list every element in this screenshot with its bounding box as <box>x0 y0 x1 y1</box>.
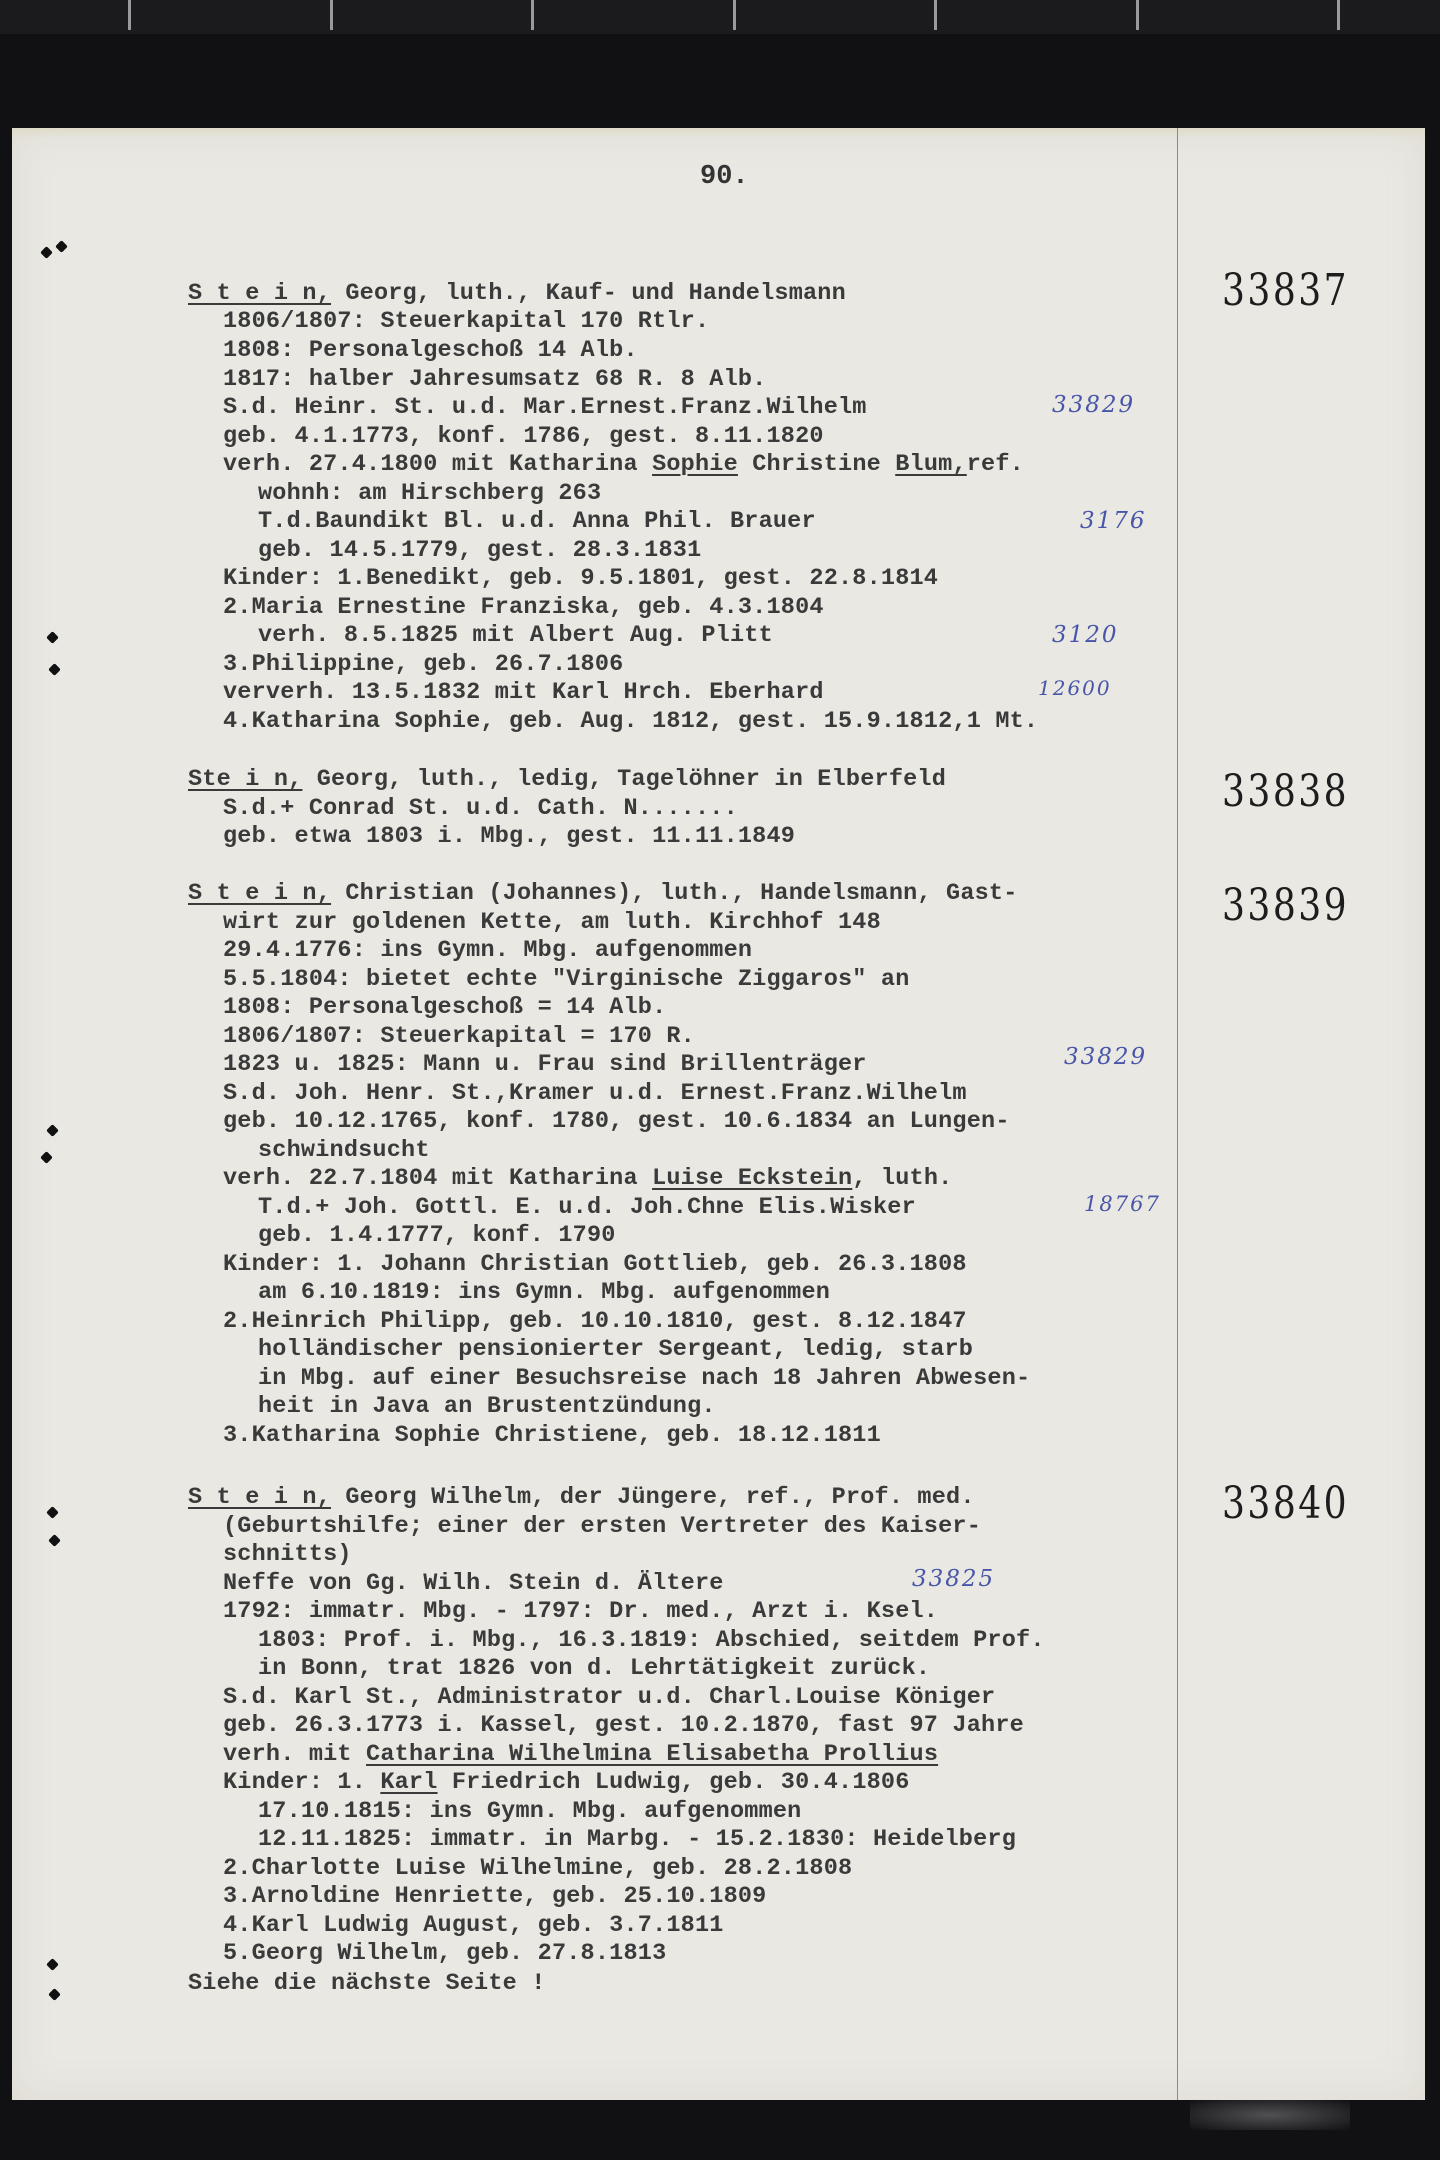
punch-hole-mark <box>46 1506 59 1519</box>
punch-hole-mark <box>40 246 53 259</box>
ruler-tick <box>1136 0 1139 30</box>
punch-hole-mark <box>55 240 68 253</box>
handwritten-reference: 3120 <box>1052 622 1119 648</box>
punch-hole-mark <box>46 631 59 644</box>
punch-hole-mark <box>46 1124 59 1137</box>
ruler-tick <box>531 0 534 30</box>
ruler-tick <box>330 0 333 30</box>
punch-hole-mark <box>46 1958 59 1971</box>
record-number: 33840 <box>1222 1478 1350 1529</box>
margin-rule <box>1177 128 1178 2100</box>
record-number: 33839 <box>1222 880 1350 931</box>
page-number: 90. <box>700 162 749 192</box>
handwritten-reference: 33829 <box>1052 392 1136 418</box>
handwritten-reference: 12600 <box>1038 676 1112 700</box>
handwritten-reference: 33825 <box>912 1566 996 1592</box>
surname: Ste i n, <box>188 766 303 793</box>
surname: S t e i n, <box>188 880 332 907</box>
punch-hole-mark <box>48 1534 61 1547</box>
handwritten-reference: 18767 <box>1084 1192 1161 1216</box>
record-number: 33838 <box>1222 766 1350 817</box>
handwritten-reference: 33829 <box>1064 1044 1148 1070</box>
punch-hole-mark <box>48 1988 61 2001</box>
ruler-tick <box>934 0 937 30</box>
ruler-tick <box>733 0 736 30</box>
continuation-note: Siehe die nächste Seite ! <box>188 1970 546 1997</box>
surname: S t e i n, <box>188 280 332 307</box>
surname: S t e i n, <box>188 1484 332 1511</box>
punch-hole-mark <box>40 1151 53 1164</box>
scanner-ruler <box>0 0 1440 34</box>
record-number: 33837 <box>1222 265 1350 316</box>
scan-artifact <box>1190 2100 1350 2130</box>
ruler-tick <box>128 0 131 30</box>
punch-hole-mark <box>48 663 61 676</box>
ruler-tick <box>1337 0 1340 30</box>
handwritten-reference: 3176 <box>1080 508 1147 534</box>
document-page: 90. 33837 S t e i n, Georg, luth., Kauf- und Handelsmann 1806/1807: Steuerkapital 170 Rtlr. 1808: Personalgeschoß 14 Alb. 1817: halber Jahresumsatz 68 R. 8 Alb. S.d. Heinr. St. u.d. Mar.Ernest.Franz.Wilhelm 33829 geb. 4.1.1773, konf. 1786, gest. 8.11.1820 verh. 27.4.1800 mit Katharina Sophie Christine Blum,ref. wohnh: am Hirschberg 263 T.d.Baundikt Bl. u.d. Anna Phil. Brauer 3176 geb. 14.5.1779, gest. 28.3.1831 Kinder: 1.Benedikt, geb. 9.5.1801, gest. 22.8.1814 2.Maria Ernestine Franziska, geb. 4.3.1804 verh. 8.5.1825 mit Albert Aug. Plitt 3120 3.Philippine, geb. 26.7.1806 ververh. 13.5.1832 mit Karl Hrch. Eberhard 12600 4.Katharina Sophie, geb. Aug. 1812, gest. 15.9.1812,1 Mt. 33838 Ste i n, Georg, luth., ledig, Tagelöhner in Elberfeld S.d.+ Conrad St. u.d. Cath. N....... geb. etwa 1803 i. Mbg., gest. 11.11.1849 33839 S t e i n, Christian (Johannes), luth., Handelsmann, Gast- wirt zur goldenen Kette, am luth. Kirchhof 148 29.4.1776: ins Gymn. Mbg. aufgenommen 5.5.1804: bietet echte "Virginische Ziggaros" an 1808: Personalgeschoß = 14 Alb. 1806/1807: Steuerkapital = 170 R. 1823 u. 1825: Mann u. Frau sind Brillenträger 33829 S.d. Joh. Henr. St.,Kramer u.d. Ernest.Franz.Wilhelm geb. 10.12.1765, konf. 1780, gest. 10.6.1834 an Lungen- schwindsucht verh. 22.7.1804 mit Katharina Luise Eckstein, luth. T.d.+ Joh. Gottl. E. u.d. Joh.Chne Elis.Wisker 18767 geb. 1.4.1777, konf. 1790 Kinder: 1. Johann Christian Gottlieb, geb. 26.3.1808 am 6.10.1819: ins Gymn. Mbg. aufgenommen 2.Heinrich Philipp, geb. 10.10.1810, gest. 8.12.1847 holländischer pensionierter Sergeant, ledig, starb in Mbg. auf einer Besuchsreise nach 18 Jahren Abwesen- heit in Java an Brustentzündung. 3.Katharina Sophie Christiene, geb. 18.12.1811 33840 S t e i n, Georg Wilhelm, der Jüngere, ref., Prof. med. (Geburtshilfe; einer der ersten Vertreter des Kaiser- schnitts) Neffe von Gg. Wilh. Stein d. Ältere 33825 1792: immatr. Mbg. - 1797: Dr. med., Arzt i. Ksel. 1803: Prof. i. Mbg., 16.3.1819: Abschied, seitdem Prof. in Bonn, trat 1826 von d. Lehrtätigkeit zurück. S.d. Karl St., Administrator u.d. Charl.Louise Königer geb. 26.3.1773 i. Kassel, gest. 10.2.1870, fast 97 Jahre verh. mit Catharina Wilhelmina Elisabetha Prollius Kinder: 1. Karl Friedrich Ludwig, geb. 30.4.1806 17.10.1815: ins Gymn. Mbg. aufgenommen 12.11.1825: immatr. in Marbg. - 15.2.1830: Heidelberg 2.Charlotte Luise Wilhelmine, geb. 28.2.1808 3.Arnoldine Henriette, geb. 25.10.1809 4.Karl Ludwig August, geb. 3.7.1811 5.Georg Wilhelm, geb. 27.8.1813 Siehe die nächste Seite ! <box>12 128 1425 2100</box>
